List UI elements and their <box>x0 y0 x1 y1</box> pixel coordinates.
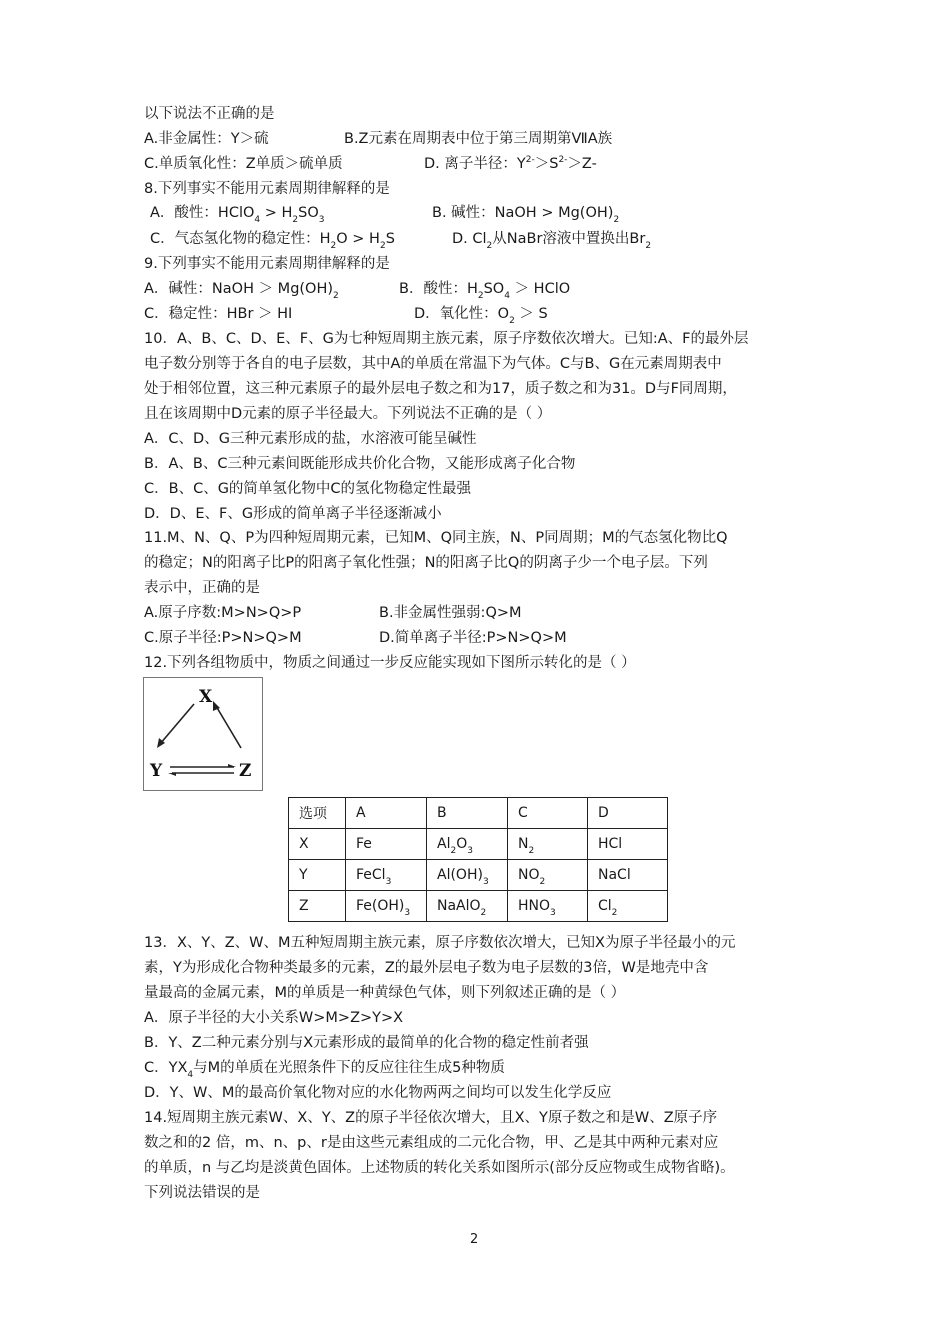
text-span: 9.下列事实不能用元素周期律解释的是 <box>144 256 390 272</box>
text-span: 量最高的金属元素，M的单质是一种黄绿色气体，则下列叙述正确的是（ ） <box>144 985 626 1001</box>
question-9-stem <box>144 254 390 274</box>
diagram-label-x: X <box>199 687 213 707</box>
table-cell <box>427 891 508 922</box>
option-d <box>144 1083 611 1103</box>
text-span: Al <box>437 836 451 852</box>
text-span: A．原子半径的大小关系W>M>Z>Y>X <box>144 1010 404 1026</box>
option-line <box>150 203 620 225</box>
text-span: S <box>385 231 395 247</box>
table-cell <box>427 829 508 860</box>
text-span: 数之和的2 倍，m、n、p、r是由这些元素组成的二元化合物，甲、乙是其中两种元素对应 <box>144 1135 719 1151</box>
text-span: Al(OH) <box>437 867 483 883</box>
table-row <box>289 891 668 922</box>
question-14-stem <box>144 1108 717 1128</box>
text-span: SO <box>298 205 319 221</box>
option-d <box>424 154 597 174</box>
option-c: C．稳定性：HBr ＞ HI <box>144 306 293 322</box>
text-span: NO <box>518 867 540 883</box>
option-d <box>414 304 548 324</box>
table-cell <box>588 891 668 922</box>
option-b <box>399 279 570 299</box>
option-a <box>144 1008 403 1028</box>
option-a <box>150 205 325 225</box>
text-span: NaAlO <box>437 898 481 914</box>
text-span: B．Y、Z二种元素分别与X元素形成的最简单的化合物的稳定性前者强 <box>144 1035 589 1051</box>
subscript: 2 <box>480 908 487 918</box>
option-d: D.简单离子半径:P>N>Q>M <box>379 630 567 646</box>
subscript: 4 <box>504 291 510 301</box>
text-span: Cl <box>598 898 612 914</box>
text-span: D．D、E、F、G形成的简单离子半径逐渐减小 <box>144 506 442 522</box>
table-header-cell: 选项 <box>289 798 346 829</box>
subscript: 2 <box>486 241 493 251</box>
question-13-stem <box>144 933 735 953</box>
subscript: 2 <box>528 846 535 856</box>
text-span: HNO <box>518 898 551 914</box>
table-cell: NaCl <box>588 860 668 891</box>
diagram-label-y: Y <box>150 761 163 781</box>
subscript: 2 <box>539 877 546 887</box>
table-cell <box>508 860 588 891</box>
subscript: 2 <box>330 241 337 251</box>
table-cell: X <box>289 829 346 860</box>
subscript: 2 <box>292 215 299 225</box>
text-span: B. 碱性：NaOH > Mg(OH) <box>432 205 614 221</box>
page-number: 2 <box>470 1232 479 1247</box>
text-span: ＞ S <box>519 306 548 322</box>
question-11-stem <box>144 528 728 548</box>
subscript: 4 <box>254 215 261 225</box>
subscript: 2 <box>645 241 652 251</box>
table-cell <box>508 891 588 922</box>
superscript: 2- <box>558 155 568 165</box>
subscript: 3 <box>385 877 392 887</box>
conversion-diagram <box>143 677 263 791</box>
question-11-stem <box>144 553 708 573</box>
subscript: 3 <box>404 908 411 918</box>
question-10-stem <box>144 354 722 374</box>
subscript: 3 <box>550 908 556 918</box>
table-cell: Z <box>289 891 346 922</box>
text-span: FeCl <box>356 867 386 883</box>
question-11-stem <box>144 578 260 598</box>
text-span: A．酸性：HClO <box>150 205 255 221</box>
text-span: > H <box>260 205 293 221</box>
arrowhead <box>168 773 176 776</box>
subscript: 2 <box>613 215 620 225</box>
option-line <box>144 628 567 648</box>
option-line <box>144 603 522 623</box>
arrow-z-to-x <box>216 706 241 748</box>
text-span: B．酸性：H <box>399 281 478 297</box>
table-cell: HCl <box>588 829 668 860</box>
text-span: D. 离子半径：Y <box>424 156 526 172</box>
option-line <box>150 229 652 251</box>
text-span: 11.M、N、Q、P为四种短周期元素，已知M、Q同主族，N、P同周期；M的气态氢化物比Q <box>144 530 728 546</box>
table-cell: Fe <box>346 829 427 860</box>
text-span: 且在该周期中D元素的原子半径最大。下列说法不正确的是（ ） <box>144 406 552 422</box>
text-line <box>144 104 275 124</box>
option-b: B.非金属性强弱:Q>M <box>379 605 522 621</box>
text-span: 与M的单质在光照条件下的反应往往生成5种物质 <box>193 1060 505 1076</box>
question-10-stem <box>144 329 749 349</box>
table-cell <box>346 891 427 922</box>
text-span: 从NaBr溶液中置换出Br <box>492 231 646 247</box>
option-a <box>144 281 339 301</box>
text-span: 的单质，n 与乙均是淡黄色固体。上述物质的转化关系如图所示(部分反应物或生成物省略)。 <box>144 1160 735 1176</box>
text-span: 处于相邻位置，这三种元素原子的最外层电子数之和为17，质子数之和为31。D与F同周期， <box>144 381 737 397</box>
table-header-row <box>289 798 668 829</box>
table-header-cell: D <box>588 798 668 829</box>
text-span: ＞S <box>534 156 559 172</box>
text-span: 电子数分别等于各自的电子层数，其中A的单质在常温下为气体。C与B、G在元素周期表中 <box>144 356 722 372</box>
option-a: A.非金属性：Y＞硫 <box>144 131 269 147</box>
text-span: ＞Z- <box>567 156 597 172</box>
option-line <box>144 129 613 149</box>
question-13-stem <box>144 958 708 978</box>
option-c <box>144 479 471 499</box>
option-b: B.Z元素在周期表中位于第三周期第ⅦA族 <box>344 131 613 147</box>
superscript: 2- <box>525 155 535 165</box>
text-span: SO <box>483 281 505 297</box>
option-b <box>144 1033 589 1053</box>
text-span: 8.下列事实不能用元素周期律解释的是 <box>144 181 390 197</box>
text-span: D．Y、W、M的最高价氧化物对应的水化物两两之间均可以发生化学反应 <box>144 1085 612 1101</box>
subscript: 4 <box>187 1070 194 1080</box>
option-c <box>144 1058 505 1078</box>
question-14-stem <box>144 1183 260 1203</box>
subscript: 2 <box>509 316 515 326</box>
text-span: A．C、D、G三种元素形成的盐，水溶液可能呈碱性 <box>144 431 477 447</box>
option-a <box>144 429 476 449</box>
text-span: 素，Y为形成化合物种类最多的元素，Z的最外层电子数为电子层数的3倍，W是地壳中含 <box>144 960 709 976</box>
option-line <box>144 154 597 174</box>
text-span: O <box>456 836 468 852</box>
text-span: C．气态氢化物的稳定性：H <box>150 231 331 247</box>
table-cell <box>427 860 508 891</box>
option-line <box>144 279 571 301</box>
question-10-stem <box>144 379 737 399</box>
text-span: Fe(OH) <box>356 898 405 914</box>
text-span: 10．A、B、C、D、E、F、G为七种短周期主族元素，原子序数依次增大。已知:A、F的最外层 <box>144 331 749 347</box>
subscript: 2 <box>611 908 618 918</box>
question-8-stem <box>144 179 390 199</box>
option-b <box>432 203 619 223</box>
option-d <box>452 229 651 249</box>
option-c: C.原子半径:P>N>Q>M <box>144 630 302 646</box>
text-span: N <box>518 836 529 852</box>
arrow-x-to-y <box>160 704 194 744</box>
question-12-stem <box>144 653 636 673</box>
table-row <box>289 829 668 860</box>
text-span: 12.下列各组物质中，物质之间通过一步反应能实现如下图所示转化的是（ ） <box>144 655 636 671</box>
question-13-stem <box>144 983 625 1003</box>
option-b <box>144 454 575 474</box>
subscript: 3 <box>482 877 489 887</box>
text-span: C．B、C、G的简单氢化物中C的氢化物稳定性最强 <box>144 481 472 497</box>
table-header-cell: A <box>346 798 427 829</box>
diagram-svg <box>144 678 262 790</box>
text-span: 表示中，正确的是 <box>144 580 260 596</box>
subscript: 3 <box>318 215 325 225</box>
text-span: 13．X、Y、Z、W、M五种短周期主族元素，原子序数依次增大，已知X为原子半径最小的元 <box>144 935 736 951</box>
question-14-stem <box>144 1133 718 1153</box>
table-header-cell: C <box>508 798 588 829</box>
subscript: 2 <box>333 291 339 301</box>
subscript: 2 <box>450 846 457 856</box>
text-span: 的稳定；N的阳离子比P的阳离子氧化性强；N的阳离子比Q的阴离子少一个电子层。下列 <box>144 555 708 571</box>
table-row <box>289 860 668 891</box>
text-span: O > H <box>336 231 380 247</box>
table-cell: Y <box>289 860 346 891</box>
options-table <box>288 797 668 922</box>
option-a: A.原子序数:M>N>Q>P <box>144 605 302 621</box>
option-c: C.单质氧化性：Z单质＞硫单质 <box>144 156 343 172</box>
text-span: D. Cl <box>452 231 487 247</box>
text-span: A．碱性：NaOH ＞ Mg(OH) <box>144 281 334 297</box>
table-header-cell: B <box>427 798 508 829</box>
table-cell <box>346 860 427 891</box>
table-cell <box>508 829 588 860</box>
text-span: 14.短周期主族元素W、X、Y、Z的原子半径依次增大，且X、Y原子数之和是W、Z原子序 <box>144 1110 718 1126</box>
option-c <box>150 231 395 251</box>
text-span: B．A、B、C三种元素间既能形成共价化合物，又能形成离子化合物 <box>144 456 576 472</box>
text-span: C．YX <box>144 1060 188 1076</box>
option-d <box>144 504 442 524</box>
option-line <box>144 304 548 326</box>
subscript: 2 <box>477 291 484 301</box>
subscript: 2 <box>379 241 386 251</box>
diagram-label-z: Z <box>239 761 252 781</box>
text-span: 下列说法错误的是 <box>144 1185 260 1201</box>
question-10-stem <box>144 404 551 424</box>
text-span: ＞ HClO <box>514 281 571 297</box>
text-span: 以下说法不正确的是 <box>144 106 275 122</box>
subscript: 3 <box>467 846 473 856</box>
text-span: D．氧化性：O <box>414 306 510 322</box>
arrowhead <box>228 764 236 767</box>
question-14-stem <box>144 1158 735 1178</box>
